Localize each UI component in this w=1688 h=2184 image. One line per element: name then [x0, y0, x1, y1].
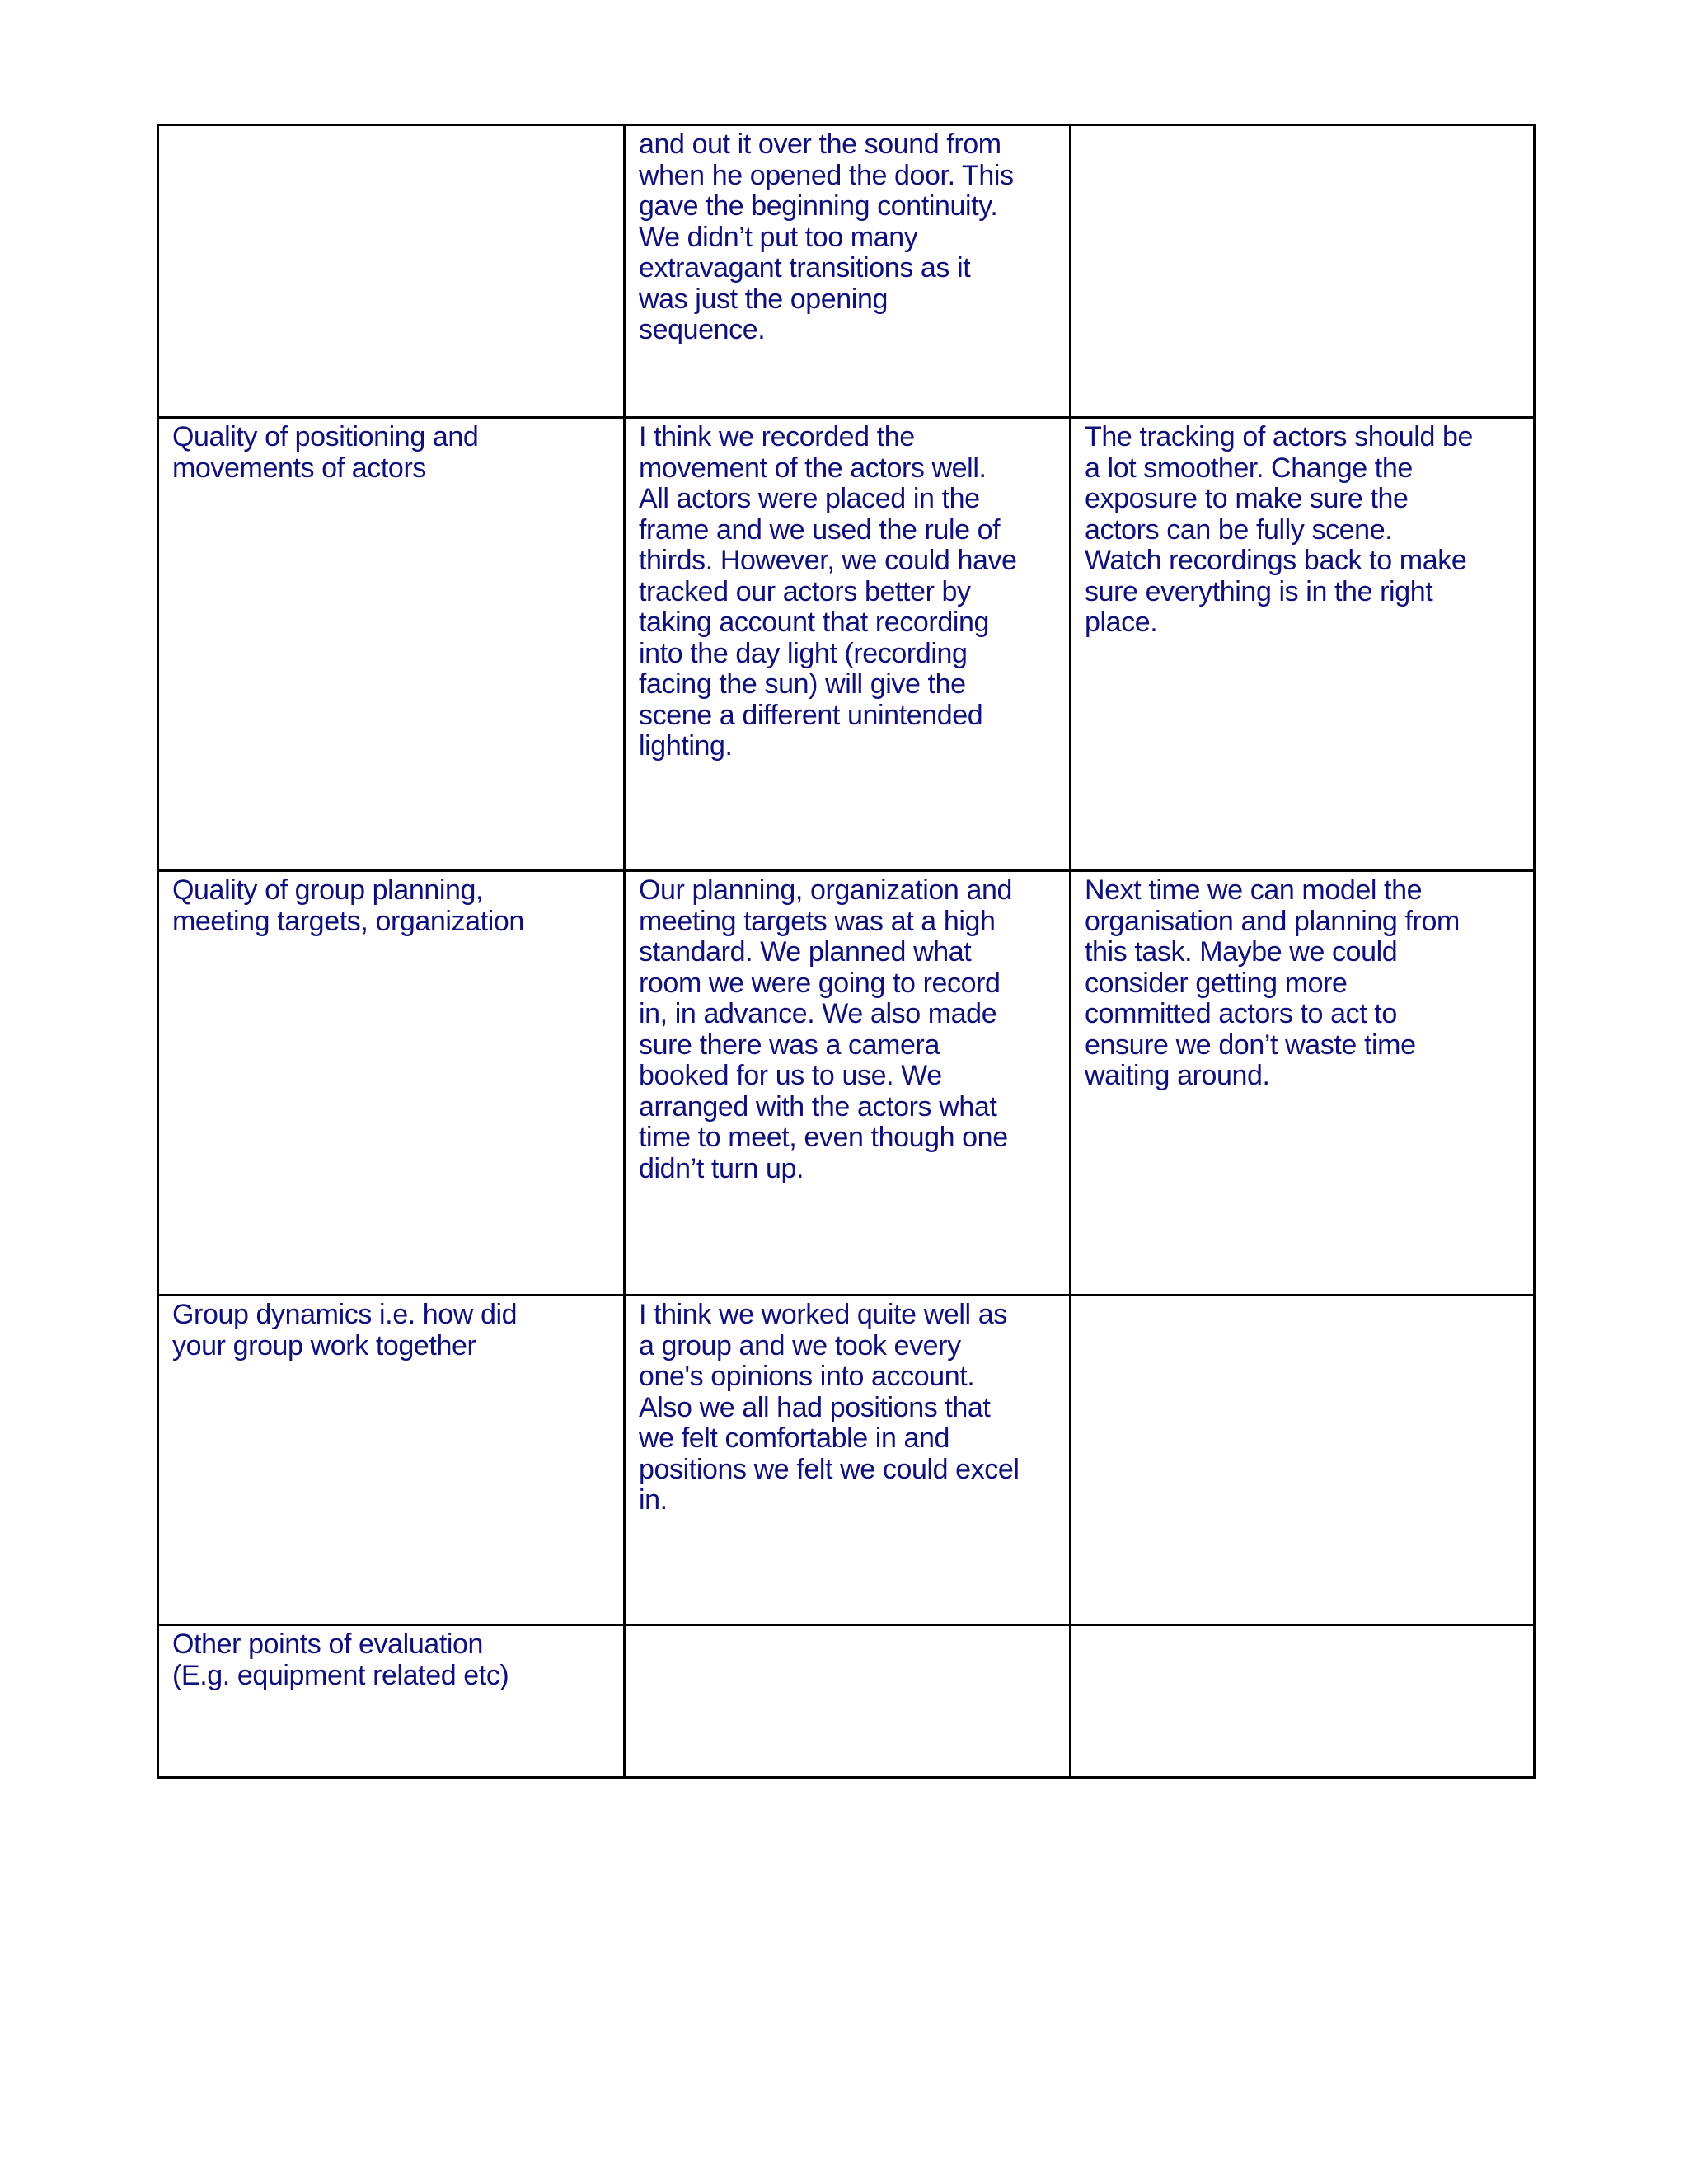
improvement-cell [1071, 1296, 1535, 1625]
evaluation-text: and out it over the sound from when he opened the door. This gave the beginning continuity. We didn’t put too many extravagant transitions as it was just the opening sequence. [639, 129, 1014, 345]
criterion-cell [158, 871, 625, 1296]
improvement-cell [1071, 418, 1535, 871]
improvement-cell [1071, 125, 1535, 418]
criterion-text: Quality of group planning, meeting targets, organization [172, 874, 524, 937]
improvement-text: The tracking of actors should be a lot smoother. Change the exposure to make sure the actors can be fully scene. Watch recordings back to make sure everything is in the right place. [1085, 421, 1474, 638]
table-row [158, 418, 1535, 871]
evaluation-text: I think we recorded the movement of the actors well. All actors were placed in the frame and we used the rule of thirds. However, we could have tracked our actors better by taking account that recording into the day light (recording facing the sun) will give the scene a different unintended lighting. [639, 421, 1017, 762]
improvement-cell [1071, 1625, 1535, 1778]
evaluation-cell [625, 1625, 1071, 1778]
table-row [158, 1625, 1535, 1778]
criterion-cell [158, 418, 625, 871]
criterion-text: Group dynamics i.e. how did your group work together [172, 1299, 518, 1361]
table-row [158, 1296, 1535, 1625]
criterion-cell [158, 1296, 625, 1625]
criterion-text: Other points of evaluation (E.g. equipment related etc) [172, 1629, 509, 1691]
evaluation-cell [625, 1296, 1071, 1625]
criterion-cell [158, 1625, 625, 1778]
evaluation-cell [625, 418, 1071, 871]
evaluation-cell [625, 125, 1071, 418]
evaluation-text: Our planning, organization and meeting targets was at a high standard. We planned what room we were going to record in, in advance. We also made sure there was a camera booked for us to use. We arranged with the actors what time to meet, even though one didn’t turn up. [639, 874, 1012, 1184]
criterion-text: Quality of positioning and movements of actors [172, 421, 479, 484]
evaluation-table [157, 124, 1536, 1779]
improvement-text: Next time we can model the organisation and planning from this task. Maybe we could consider getting more committed actors to act to ensure we don’t waste time waiting around. [1085, 874, 1460, 1091]
evaluation-cell [625, 871, 1071, 1296]
evaluation-text: I think we worked quite well as a group and we took every one's opinions into account. Also we all had positions that we felt comfortable in and positions we felt we could excel in. [639, 1299, 1020, 1516]
table-row [158, 125, 1535, 418]
table-row [158, 871, 1535, 1296]
improvement-cell [1071, 871, 1535, 1296]
criterion-cell [158, 125, 625, 418]
